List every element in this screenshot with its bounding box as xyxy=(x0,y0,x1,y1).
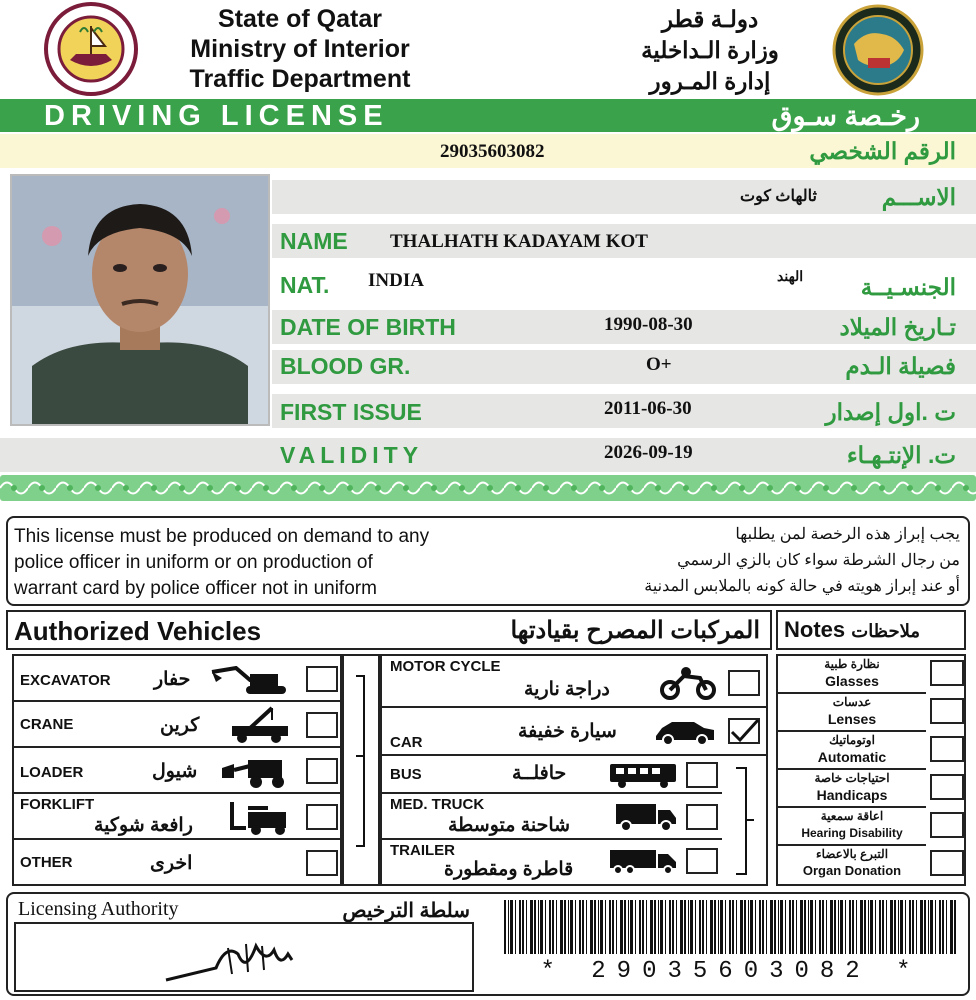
qatar-moi-seal-icon xyxy=(30,2,152,96)
personal-id-label-ar: الرقم الشخصي xyxy=(809,138,956,164)
nationality-value: INDIA xyxy=(368,270,424,291)
vehicle-row-med-truck xyxy=(382,794,722,840)
dob-value: 1990-08-30 xyxy=(604,314,693,335)
header-en-line-3: Traffic Department xyxy=(189,65,411,93)
vehicle-label-en: BUS xyxy=(390,766,422,783)
note-label-ar: اعاقة سمعية xyxy=(820,809,884,823)
vehicle-label-ar: سيارة خفيفة xyxy=(518,721,617,742)
vehicle-row-motorcycle xyxy=(382,656,766,708)
vehicle-checkbox[interactable] xyxy=(306,666,338,692)
note-handicaps xyxy=(778,770,926,808)
note-label-ar: احتياجات خاصة xyxy=(814,771,890,785)
note-label-en: Automatic xyxy=(817,749,887,765)
header-arabic xyxy=(610,4,810,97)
note-checkbox[interactable] xyxy=(930,812,964,838)
vehicle-checkbox[interactable] xyxy=(686,804,718,830)
vehicle-label-ar: رافعة شوكية xyxy=(94,815,193,836)
vehicle-checkbox[interactable] xyxy=(306,758,338,784)
header-ar-line-1: دولـة قطر xyxy=(661,6,759,32)
note-lenses xyxy=(778,694,926,732)
blood-label: BLOOD GR. xyxy=(280,353,411,379)
vehicles-right-box xyxy=(380,654,768,886)
vehicle-row-loader xyxy=(14,748,340,794)
vehicle-checkbox-checked[interactable] xyxy=(728,718,760,744)
note-label-ar: عدسات xyxy=(832,695,872,709)
validity-row xyxy=(0,438,976,472)
vehicle-label-en: MOTOR CYCLE xyxy=(390,658,501,675)
warning-ar-line-1: يجب إبراز هذه الرخصة لمن يطلبها xyxy=(735,526,960,543)
vehicle-row-car xyxy=(382,708,766,756)
vehicle-checkbox[interactable] xyxy=(686,762,718,788)
blood-row xyxy=(272,350,976,384)
header-en-line-1: State of Qatar xyxy=(218,5,382,33)
vehicle-row-trailer xyxy=(382,840,722,884)
authorized-vehicles-title-ar: المركبات المصرح بقيادتها xyxy=(510,617,760,644)
vehicle-row-crane xyxy=(14,702,340,748)
note-label-en: Glasses xyxy=(825,673,879,689)
nationality-ar-label: الجنسـيــة xyxy=(860,274,956,300)
vehicle-label-en: MED. TRUCK xyxy=(390,796,485,813)
gcc-emblem-icon xyxy=(818,4,938,96)
name-ar-label: الاســـم xyxy=(881,184,956,210)
vehicle-label-en: CRANE xyxy=(20,716,74,733)
dob-row xyxy=(272,310,976,344)
authorized-vehicles-title-en: Authorized Vehicles xyxy=(14,616,262,646)
warning-en-line-2: police officer in uniform or on production of xyxy=(14,552,373,573)
vehicle-label-ar: كرين xyxy=(160,715,200,736)
note-checkbox[interactable] xyxy=(930,736,964,762)
bus-icon xyxy=(608,762,678,788)
vehicle-label-en: FORKLIFT xyxy=(20,796,95,813)
warning-ar-line-3: أو عند إبراز هويته في حالة كونه بالملابس المدنية xyxy=(644,578,960,595)
notes-title-ar: ملاحظات xyxy=(851,621,920,641)
note-automatic xyxy=(778,732,926,770)
excavator-icon xyxy=(210,666,290,696)
motorcycle-icon xyxy=(660,666,716,700)
note-checkbox[interactable] xyxy=(930,774,964,800)
note-label-en: Hearing Disability xyxy=(801,826,903,840)
vehicle-checkbox[interactable] xyxy=(728,670,760,696)
heavy-vehicles-bracket xyxy=(726,764,762,880)
barcode xyxy=(500,900,962,954)
vehicle-checkbox[interactable] xyxy=(686,848,718,874)
vehicle-checkbox[interactable] xyxy=(306,804,338,830)
warning-ar-line-2: من رجال الشرطة سواء كان بالزي الرسمي xyxy=(677,552,960,569)
dob-label: DATE OF BIRTH xyxy=(280,314,456,340)
name-label: NAME xyxy=(280,228,348,254)
notes-title-en: Notes xyxy=(784,617,846,642)
vehicle-label-ar: شاحنة متوسطة xyxy=(448,815,571,836)
first-issue-label: FIRST ISSUE xyxy=(280,399,422,425)
name-ar-value: ثالهاث كوت xyxy=(740,188,817,205)
forklift-icon xyxy=(226,798,292,836)
checkmark-icon xyxy=(730,720,760,744)
note-glasses xyxy=(778,656,926,694)
name-row xyxy=(272,224,976,258)
vehicles-bracket-column xyxy=(342,654,380,886)
vehicle-checkbox[interactable] xyxy=(306,850,338,876)
truck-icon xyxy=(614,802,678,832)
name-value: THALHATH KADAYAM KOT xyxy=(390,231,648,252)
validity-value: 2026-09-19 xyxy=(604,442,693,463)
note-checkbox[interactable] xyxy=(930,850,964,876)
vehicle-row-forklift xyxy=(14,794,340,840)
note-organ-donation xyxy=(778,846,926,884)
notes-header xyxy=(784,617,920,643)
vehicle-label-en: EXCAVATOR xyxy=(20,672,111,689)
vehicle-row-other xyxy=(14,840,340,886)
vehicle-label-ar: حافلــة xyxy=(512,763,567,784)
signature-box xyxy=(14,922,474,992)
validity-ar-label: ت. الإنتـهـاء xyxy=(846,442,956,468)
header-ar-line-3: إدارة المـرور xyxy=(649,68,771,94)
car-icon xyxy=(654,718,716,746)
vehicle-row-excavator xyxy=(14,656,340,702)
license-title-en: DRIVING LICENSE xyxy=(44,100,389,132)
header-english xyxy=(150,4,450,94)
vehicle-label-ar: قاطرة ومقطورة xyxy=(444,859,574,880)
vehicle-label-ar: اخرى xyxy=(150,853,193,874)
vehicle-label-en: LOADER xyxy=(20,764,84,781)
barcode-number: * 29035603082 * xyxy=(540,958,922,985)
vehicle-label-en: TRAILER xyxy=(390,842,455,859)
note-label-en: Lenses xyxy=(827,711,877,727)
warning-en-line-1: This license must be produced on demand to any xyxy=(14,526,430,547)
vehicles-left-box xyxy=(12,654,342,886)
note-label-ar: التبرع بالاعضاء xyxy=(815,847,889,861)
note-label-ar: اوتوماتيك xyxy=(829,733,875,747)
license-title-ar: رخـصة سـوق xyxy=(771,101,920,131)
crane-truck-icon xyxy=(228,706,292,744)
blood-value: O+ xyxy=(646,354,672,375)
vehicle-label-en: OTHER xyxy=(20,854,73,871)
vehicle-label-en: CAR xyxy=(390,734,423,751)
note-checkbox[interactable] xyxy=(930,698,964,724)
vehicle-label-ar: دراجة نارية xyxy=(524,679,610,700)
dob-ar-label: تـاريخ الميلاد xyxy=(839,314,956,340)
note-label-ar: نظارة طبية xyxy=(824,657,880,671)
first-issue-value: 2011-06-30 xyxy=(604,398,692,419)
vehicle-row-bus xyxy=(382,756,722,794)
signature-icon xyxy=(16,924,472,990)
vehicle-label-ar: شيول xyxy=(152,761,198,782)
first-issue-ar-label: ت .اول إصدار xyxy=(825,399,956,425)
header-ar-line-2: وزارة الـداخلية xyxy=(641,37,779,63)
validity-label: VALIDITY xyxy=(280,442,424,468)
personal-id-number: 29035603082 xyxy=(440,141,545,162)
warning-text-ar xyxy=(520,522,960,600)
name-ar-row xyxy=(272,180,976,214)
licensing-authority-en: Licensing Authority xyxy=(18,898,179,920)
note-hearing-disability xyxy=(778,808,926,846)
licensing-authority-ar: سلطة الترخيص xyxy=(342,900,470,922)
note-checkbox[interactable] xyxy=(930,660,964,686)
blood-ar-label: فصيلة الـدم xyxy=(845,353,956,379)
vehicle-label-ar: حفار xyxy=(154,669,191,690)
warning-text-en xyxy=(14,524,574,602)
first-issue-row xyxy=(272,394,976,428)
header-en-line-2: Ministry of Interior xyxy=(190,35,410,63)
note-label-en: Handicaps xyxy=(816,787,888,803)
nationality-ar-value: الهند xyxy=(777,268,804,284)
trailer-icon xyxy=(608,848,678,876)
decorative-pattern-band xyxy=(0,475,976,501)
warning-en-line-3: warrant card by police officer not in uniform xyxy=(14,578,377,599)
note-label-en: Organ Donation xyxy=(802,863,902,878)
nationality-row xyxy=(272,266,976,300)
vehicle-checkbox[interactable] xyxy=(306,712,338,738)
nationality-label: NAT. xyxy=(280,272,330,298)
holder-photo xyxy=(10,174,270,426)
loader-icon xyxy=(220,754,292,788)
